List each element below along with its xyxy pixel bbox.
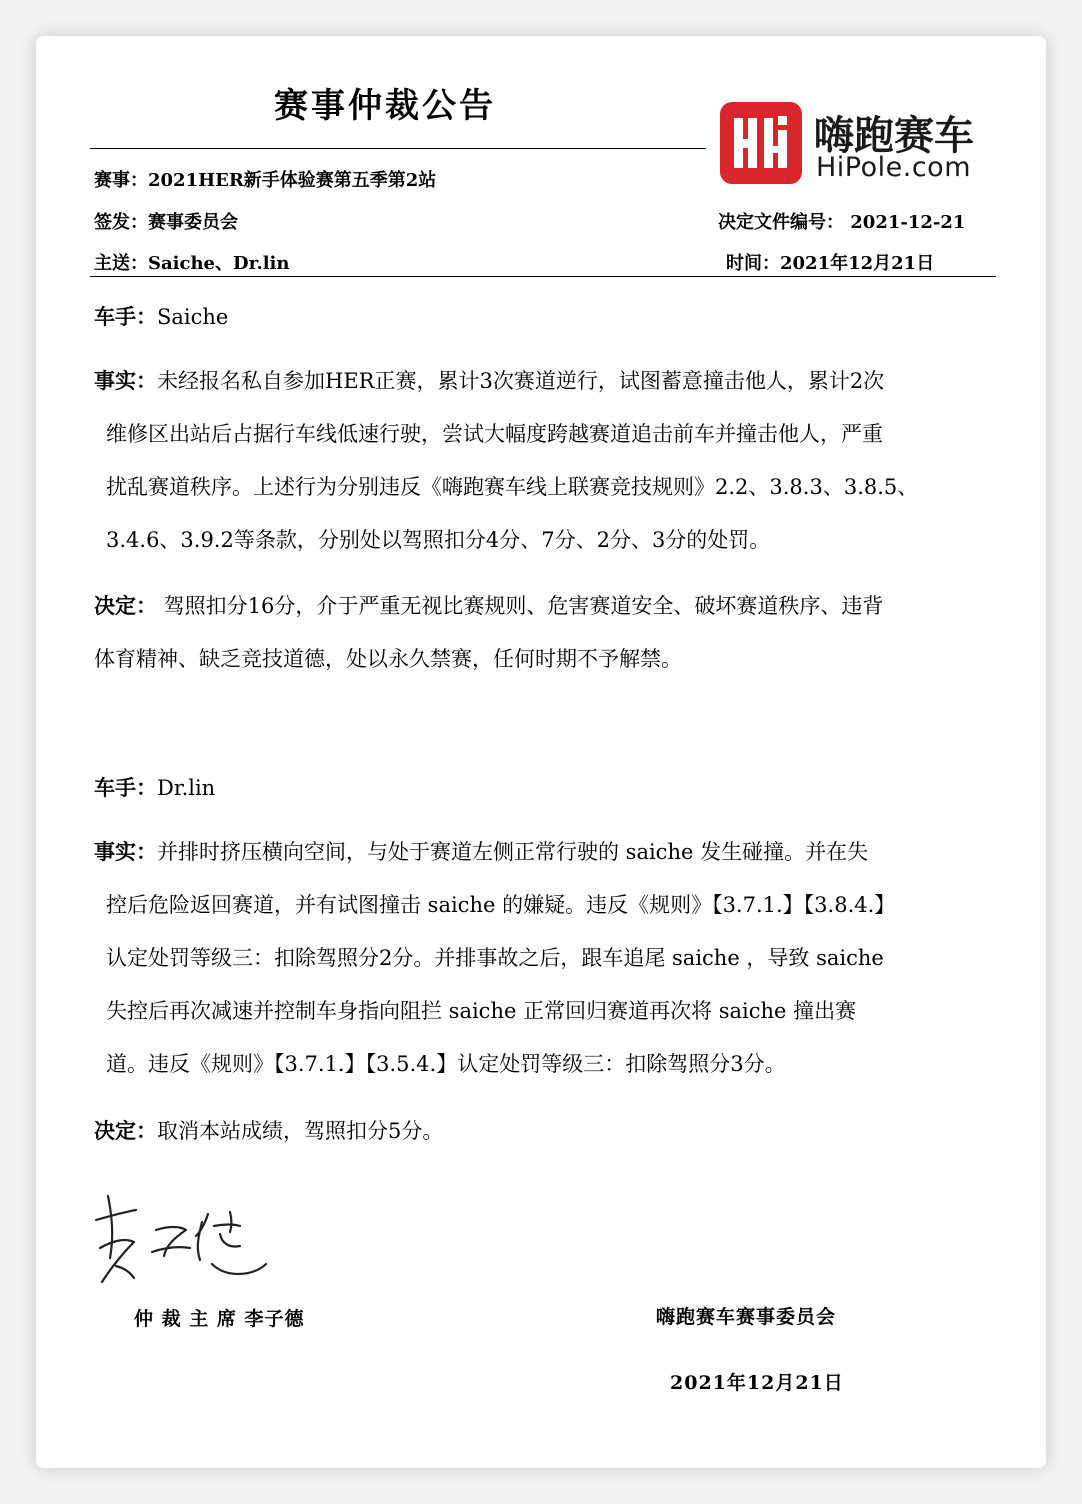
facts-2	[94, 825, 895, 1091]
facts-2-line-5: 道。违反《规则》【3.7.1.】【3.5.4.】认定处罚等级三：扣除驾照分3分。	[106, 1052, 786, 1076]
event-value: 2021HER新手体验赛第五季第2站	[148, 170, 437, 191]
document-page	[36, 36, 1046, 1468]
driver-2-line	[94, 761, 215, 815]
decision-1	[94, 579, 883, 686]
doc-number-value: 2021-12-21	[850, 212, 966, 233]
recipients-line	[94, 249, 289, 275]
facts-2-line-4: 失控后再次减速并控制车身指向阻拦 saiche 正常回归赛道再次将 saiche 撞出赛	[106, 999, 857, 1023]
event-label: 赛事：	[94, 170, 148, 191]
decision-1-line-1: 驾照扣分16分，介于严重无视比赛规则、危害赛道安全、破坏赛道秩序、违背	[157, 594, 884, 618]
hipole-logo-icon	[720, 102, 802, 184]
time-value: 2021年12月21日	[780, 253, 935, 274]
logo-brand-en: HiPole.com	[816, 152, 972, 183]
decision-2-label: 决定：	[94, 1118, 157, 1143]
recipients-value: Saiche、Dr.lin	[148, 253, 290, 274]
committee-name: 嗨跑赛车赛事委员会	[656, 1306, 837, 1328]
facts-2-line-2: 控后危险返回赛道，并有试图撞击 saiche 的嫌疑。违反《规则》【3.7.1.】【3.8.4.】	[106, 893, 896, 917]
time-label: 时间：	[726, 253, 780, 274]
doc-number-label: 决定文件编号：	[718, 212, 844, 233]
document-title: 赛事仲裁公告	[274, 86, 496, 126]
driver-1-line	[94, 290, 228, 344]
facts-1-label: 事实：	[94, 368, 157, 393]
decision-1-label: 决定：	[94, 593, 157, 618]
hipole-logo-mark-icon	[720, 102, 802, 184]
decision-2-line-1: 取消本站成绩，驾照扣分5分。	[157, 1119, 444, 1143]
driver-1-value: Saiche	[157, 305, 229, 329]
facts-1-line-2: 维修区出站后占据行车线低速行驶，尝试大幅度跨越赛道追击前车并撞击他人，严重	[106, 422, 883, 446]
decision-1-line-2: 体育精神、缺乏竞技道德，处以永久禁赛，任何时期不予解禁。	[94, 647, 682, 671]
handwritten-signature-icon	[90, 1186, 290, 1296]
event-line	[94, 166, 436, 192]
driver-2-value: Dr.lin	[157, 776, 216, 800]
driver-1-label: 车手：	[94, 304, 157, 329]
decision-2	[94, 1104, 443, 1158]
facts-2-label: 事实：	[94, 839, 157, 864]
doc-number-line	[718, 208, 965, 234]
logo-brand-cn: 嗨跑赛车	[814, 113, 974, 159]
header-divider	[90, 276, 996, 277]
recipients-label: 主送：	[94, 253, 148, 274]
issuer-line	[94, 208, 238, 234]
signature-date: 2021年12月21日	[670, 1372, 844, 1394]
driver-2-label: 车手：	[94, 775, 157, 800]
facts-2-line-3: 认定处罚等级三：扣除驾照分2分。并排事故之后，跟车追尾 saiche ，导致 saiche	[106, 946, 884, 970]
facts-1-line-3: 扰乱赛道秩序。上述行为分别违反《嗨跑赛车线上联赛竞技规则》2.2、3.8.3、3.8.5、	[106, 475, 919, 499]
facts-1-line-1: 未经报名私自参加HER正赛，累计3次赛道逆行，试图蓄意撞击他人，累计2次	[157, 369, 885, 393]
facts-1-line-4: 3.4.6、3.9.2等条款，分别处以驾照扣分4分、7分、2分、3分的处罚。	[106, 528, 771, 552]
time-line	[726, 249, 934, 275]
issuer-value: 赛事委员会	[148, 212, 238, 233]
facts-2-line-1: 并排时挤压横向空间，与处于赛道左侧正常行驶的 saiche 发生碰撞。并在失	[157, 840, 869, 864]
title-divider	[90, 148, 706, 149]
issuer-label: 签发：	[94, 212, 148, 233]
arbitration-chair: 仲 裁 主 席 李子德	[134, 1308, 305, 1330]
facts-1	[94, 354, 918, 567]
